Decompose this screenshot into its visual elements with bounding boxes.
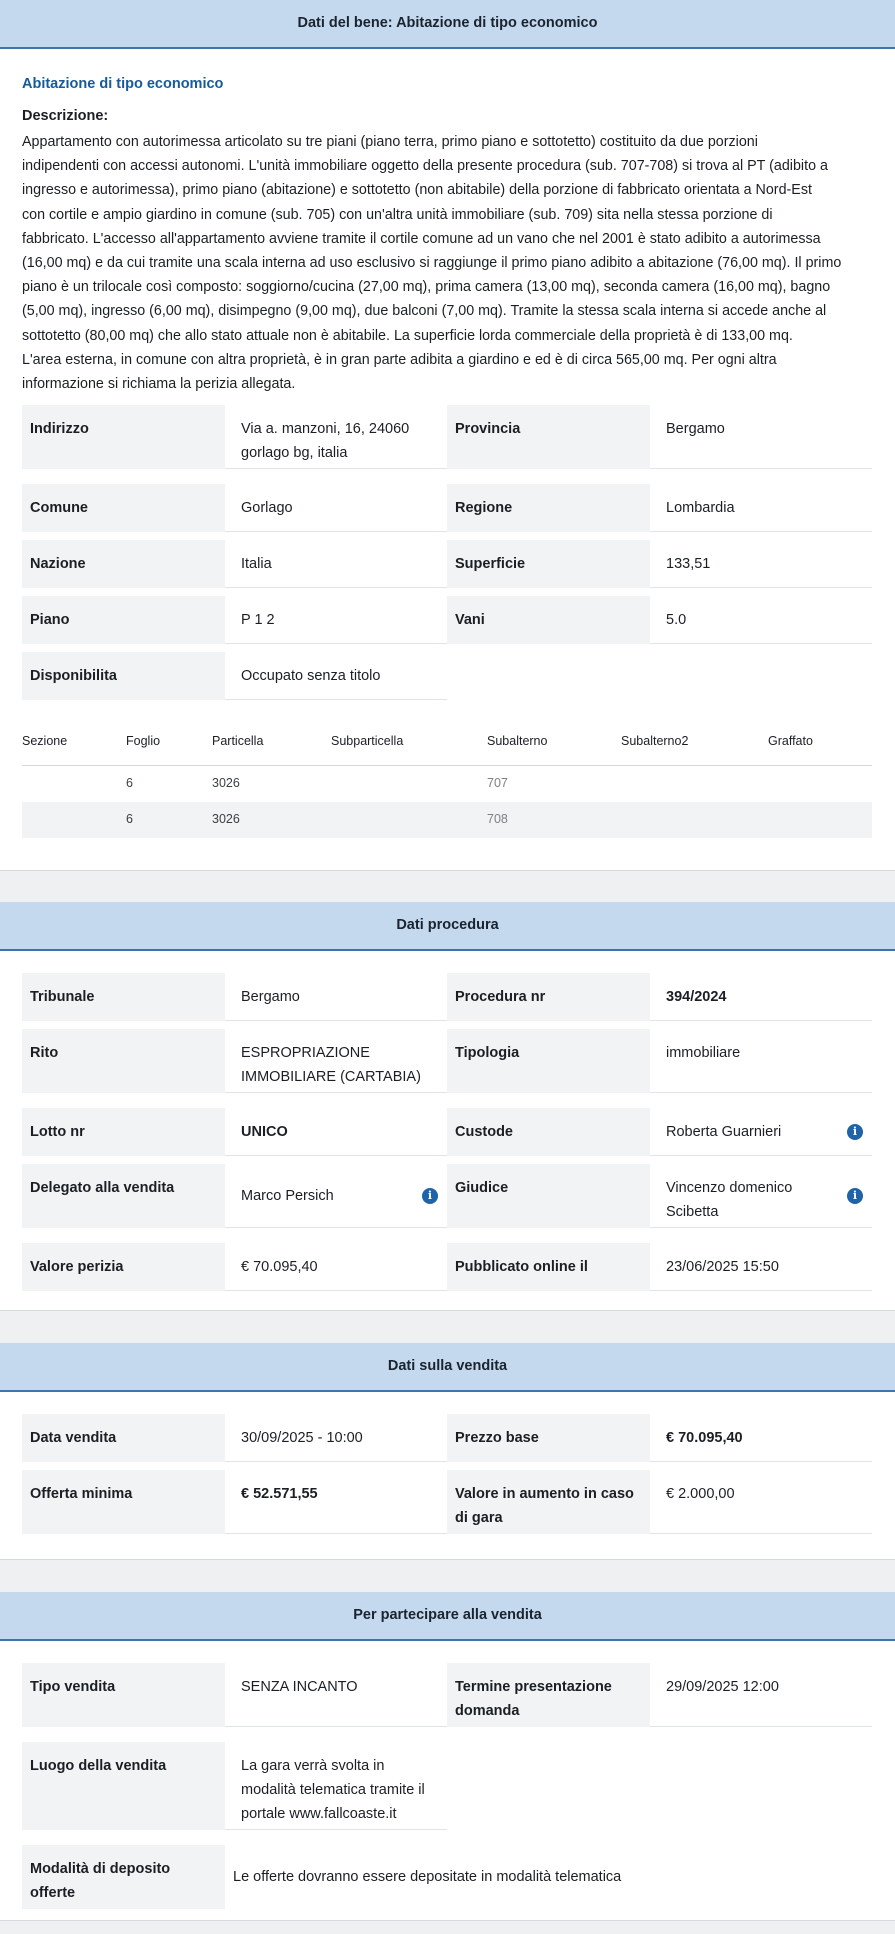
indirizzo-value — [225, 405, 447, 469]
offerta-minima-label: Offerta minima — [22, 1470, 225, 1534]
rito-line: IMMOBILIARE (CARTABIA) — [241, 1069, 421, 1085]
catasto-header-subalterno2: Subalterno2 — [621, 734, 689, 748]
description-line: (16,00 mq) e da cui tramite una scala interna ad uso esclusivo si raggiunge il primo piano adibito a abitazione (76,00 mq). Il primo — [22, 255, 842, 272]
termine-label — [447, 1663, 650, 1727]
aumento-label — [447, 1470, 650, 1534]
procedura-header-title: Dati procedura — [396, 917, 499, 933]
section-gap — [0, 871, 895, 902]
catasto-cell-foglio: 6 — [126, 776, 133, 790]
giudice-line: Vincenzo domenico — [666, 1180, 793, 1196]
description-text — [22, 130, 872, 396]
catasto-cell-particella: 3026 — [212, 776, 240, 790]
description-line: Appartamento con autorimessa articolato su tre piani (piano terra, primo piano e sottotetto) costituito da due porzioni — [22, 134, 758, 150]
catasto-header-foglio: Foglio — [126, 734, 161, 748]
partecipare-header-title: Per partecipare alla vendita — [353, 1607, 542, 1623]
info-icon[interactable]: i — [847, 1188, 863, 1204]
tipologia-value: immobiliare — [650, 1029, 872, 1093]
vani-label: Vani — [447, 596, 650, 644]
offerta-minima-value: € 52.571,55 — [225, 1470, 447, 1534]
bene-header-title: Dati del bene: Abitazione di tipo economico — [297, 15, 598, 31]
regione-value: Lombardia — [650, 484, 872, 532]
termine-label-line: Termine presentazione — [455, 1679, 612, 1695]
catasto-cell-particella: 3026 — [212, 812, 240, 826]
comune-label: Comune — [22, 484, 225, 532]
pubblicato-value: 23/06/2025 15:50 — [650, 1243, 872, 1291]
luogo-line: portale www.fallcoaste.it — [241, 1806, 397, 1822]
partecipare-card — [0, 1592, 895, 1921]
rito-value — [225, 1029, 447, 1093]
termine-label-line: domanda — [455, 1703, 520, 1719]
regione-label: Regione — [447, 484, 650, 532]
prezzo-base-label: Prezzo base — [447, 1414, 650, 1462]
disponibilita-label: Disponibilita — [22, 652, 225, 700]
perizia-label: Valore perizia — [22, 1243, 225, 1291]
tipo-vendita-label: Tipo vendita — [22, 1663, 225, 1727]
custode-value: Roberta Guarnieri — [650, 1108, 872, 1156]
vendita-card — [0, 1343, 895, 1560]
catasto-cell-foglio: 6 — [126, 812, 133, 826]
provincia-label: Provincia — [447, 405, 650, 469]
vendita-header — [0, 1343, 895, 1392]
deposito-value: Le offerte dovranno essere depositate in modalità telematica — [233, 1869, 622, 1885]
rito-line: ESPROPRIAZIONE — [241, 1045, 370, 1061]
procedura-nr-value: 394/2024 — [650, 973, 872, 1021]
rito-label: Rito — [22, 1029, 225, 1093]
description-line: ingresso e autorimessa), primo piano (abitazione) e sottotetto (non abitabile) della porzione di fabbricato orientata a Nord-Est — [22, 182, 812, 199]
aumento-label-line: Valore in aumento in caso — [455, 1486, 634, 1502]
partecipare-header — [0, 1592, 895, 1641]
comune-value: Gorlago — [225, 484, 447, 532]
tribunale-value: Bergamo — [225, 973, 447, 1021]
indirizzo-line: gorlago bg, italia — [241, 445, 348, 461]
section-gap — [0, 1311, 895, 1343]
giudice-label: Giudice — [447, 1164, 650, 1228]
superficie-label: Superficie — [447, 540, 650, 588]
giudice-value — [650, 1164, 872, 1228]
table-row-shade — [22, 802, 872, 838]
deposito-label-line: Modalità di deposito — [30, 1861, 171, 1877]
deposito-label-line: offerte — [30, 1885, 76, 1901]
piano-value: P 1 2 — [225, 596, 447, 644]
info-icon[interactable]: i — [422, 1188, 438, 1204]
luogo-value — [225, 1742, 447, 1830]
delegato-value: Marco Persich — [225, 1164, 447, 1228]
catasto-header-sezione: Sezione — [22, 734, 68, 748]
nazione-value: Italia — [225, 540, 447, 588]
catasto-header-subalterno: Subalterno — [487, 734, 548, 748]
data-vendita-value: 30/09/2025 - 10:00 — [225, 1414, 447, 1462]
info-icon[interactable]: i — [847, 1124, 863, 1140]
deposito-label — [22, 1845, 225, 1909]
aumento-label-line: di gara — [455, 1510, 503, 1526]
description-line: sottotetto (80,00 mq) che allo stato attuale non è abitabile. La superficie lorda commerciale della proprietà è di 133,00 mq. — [22, 327, 793, 344]
catasto-header-subparticella: Subparticella — [331, 734, 404, 748]
procedura-nr-label: Procedura nr — [447, 973, 650, 1021]
bene-subtitle: Abitazione di tipo economico — [22, 76, 224, 92]
luogo-label: Luogo della vendita — [22, 1742, 225, 1830]
tribunale-label: Tribunale — [22, 973, 225, 1021]
lotto-value: UNICO — [225, 1108, 447, 1156]
pubblicato-label: Pubblicato online il — [447, 1243, 650, 1291]
procedura-header — [0, 902, 895, 951]
description-line: (5,00 mq), ingresso (6,00 mq), disimpegno (9,00 mq), due balconi (7,00 mq). Tramite la stessa scala interna si accede anche al — [22, 303, 827, 320]
description-line: indipendenti con accessi autonomi. L'unità immobiliare oggetto della presente procedura (sub. 707-708) si trova al PT (adibito a — [22, 158, 828, 175]
custode-label: Custode — [447, 1108, 650, 1156]
lotto-label: Lotto nr — [22, 1108, 225, 1156]
bene-card — [0, 0, 895, 871]
catasto-divider — [22, 765, 872, 766]
vendita-header-title: Dati sulla vendita — [387, 1358, 508, 1374]
description-line: fabbricato. L'accesso all'appartamento avviene tramite il cortile comune ad un vano che nel 2001 è stato adibito a autorimessa — [22, 230, 821, 247]
description-line: L'area esterna, in comune con altra proprietà, è in gran parte adibita a giardino e ed è di circa 565,00 mq. Per ogni altra — [22, 351, 777, 368]
catasto-header-graffato: Graffato — [768, 734, 813, 748]
termine-value: 29/09/2025 12:00 — [650, 1663, 872, 1727]
tipo-vendita-value: SENZA INCANTO — [225, 1663, 447, 1727]
description-label: Descrizione: — [22, 108, 109, 124]
description-line: informazione si richiama la perizia allegata. — [22, 376, 296, 393]
luogo-line: modalità telematica tramite il — [241, 1782, 425, 1798]
data-vendita-label: Data vendita — [22, 1414, 225, 1462]
catasto-cell-subalterno: 707 — [487, 776, 508, 790]
delegato-label: Delegato alla vendita — [22, 1164, 225, 1228]
giudice-line: Scibetta — [666, 1204, 719, 1220]
description-line: con cortile e ampio giardino in comune (sub. 705) con un'altra unità immobiliare (sub. 709) sita nella stessa porzione di — [22, 206, 773, 223]
catasto-header-particella: Particella — [212, 734, 264, 748]
catasto-cell-subalterno: 708 — [487, 812, 508, 826]
procedura-card — [0, 902, 895, 1311]
superficie-value: 133,51 — [650, 540, 872, 588]
prezzo-base-value: € 70.095,40 — [650, 1414, 872, 1462]
luogo-line: La gara verrà svolta in — [241, 1758, 385, 1774]
indirizzo-label: Indirizzo — [22, 405, 225, 469]
section-gap — [0, 1560, 895, 1592]
disponibilita-value: Occupato senza titolo — [225, 652, 447, 700]
vani-value: 5.0 — [650, 596, 872, 644]
nazione-label: Nazione — [22, 540, 225, 588]
aumento-value: € 2.000,00 — [650, 1470, 872, 1534]
tipologia-label: Tipologia — [447, 1029, 650, 1093]
piano-label: Piano — [22, 596, 225, 644]
bene-header — [0, 0, 895, 49]
description-line: piano è un trilocale così composto: soggiorno/cucina (27,00 mq), prima camera (13,00 mq), seconda camera (16,00 mq), bagno — [22, 279, 831, 296]
indirizzo-line: Via a. manzoni, 16, 24060 — [241, 421, 410, 437]
provincia-value: Bergamo — [650, 405, 872, 469]
perizia-value: € 70.095,40 — [225, 1243, 447, 1291]
